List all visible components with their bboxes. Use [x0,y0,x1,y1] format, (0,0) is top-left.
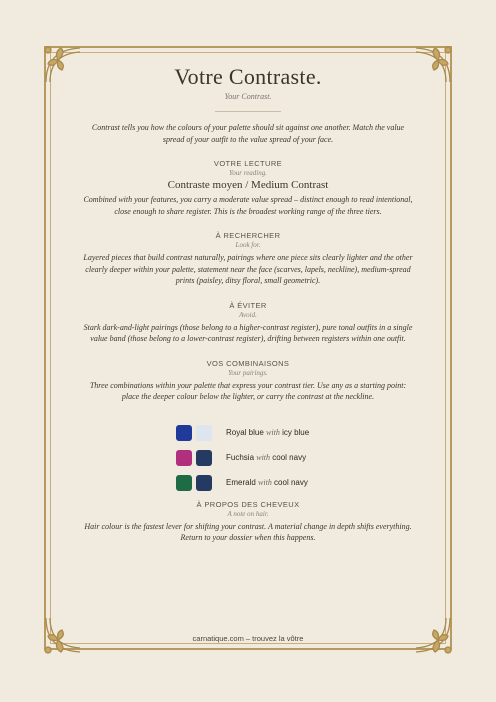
page-title: Votre Contraste. [174,64,322,89]
pairing-color-b: cool navy [274,478,308,487]
reading-label: VOTRE LECTURE [213,159,283,168]
pairing-item [176,425,408,441]
color-swatch [176,425,192,441]
fleur-de-lis-corner-icon [410,42,456,88]
pairings-sub: Your pairings. [228,368,268,377]
pairing-color-a: Emerald [226,478,256,487]
pairings-label: VOS COMBINAISONS [206,358,290,368]
main-content [83,60,413,544]
look-for-body: Layered pieces that build contrast naturally, pairings where one piece sits clearly lighter and the other clearly deeper within your palette, statement near the face (scarves, lapels, neckline), medium-spread prints (paisley, ditsy floral, small geometric). [83,253,413,285]
avoid-sub: Avoid. [239,310,257,319]
page-subtitle: Your Contrast. [224,92,272,101]
pairings-body: Three combinations within your palette that express your contrast tier. Use any as a starting point: place the deeper colour below the lighter, or carry the contrast at the neckline. [89,380,407,401]
footer-link[interactable]: carnatique.com – trouvez la vôtre [192,634,304,643]
pairing-label [226,478,308,487]
intro-text: Contrast tells you how the colours of your palette should sit against one another. Match the value spread of your outfit to the value spread of your face. [91,123,405,144]
pairings-list [176,425,408,491]
look-for-sub: Look for. [235,241,261,249]
pairing-color-a: Royal blue [226,428,264,437]
pairing-item [176,450,408,466]
pairing-color-b: cool navy [272,453,307,462]
color-swatch [196,450,212,466]
hair-label: À PROPOS DES CHEVEUX [196,499,300,509]
pairing-with: with [258,478,272,487]
avoid-label: À ÉVITER [229,300,267,310]
reading-heading: Contraste moyen / Medium Contrast [167,179,329,191]
color-swatch [176,450,192,466]
pairing-with: with [256,453,271,462]
avoid-body: Stark dark-and-light pairings (those belong to a higher-contrast register), pure tonal outfits in a single value band (those belong to a lower-contrast register), drifting between registers within one outfit. [83,322,413,343]
color-swatch [196,425,212,441]
pairing-with: with [266,428,280,437]
pairing-color-a: Fuchsia [226,453,255,462]
fleur-de-lis-corner-icon [40,42,86,88]
divider [215,111,281,112]
reading-body: Combined with your features, you carry a moderate value spread – distinct enough to read intentional, close enough to share register. This is the broadest working range of the three tiers. [83,195,413,216]
color-swatch [176,475,192,491]
hair-sub: A note on hair. [227,509,269,518]
pairing-label [226,428,309,437]
reading-sub: Your reading. [229,169,267,177]
color-swatch [196,475,212,491]
pairing-color-b: icy blue [282,428,310,437]
pairing-label [226,453,306,462]
look-for-label: À RECHERCHER [215,231,281,240]
pairing-item [176,475,408,491]
hair-body: Hair colour is the fastest lever for shifting your contrast. A material change in depth shifts everything. Return to your dossier when this happens. [84,521,412,542]
